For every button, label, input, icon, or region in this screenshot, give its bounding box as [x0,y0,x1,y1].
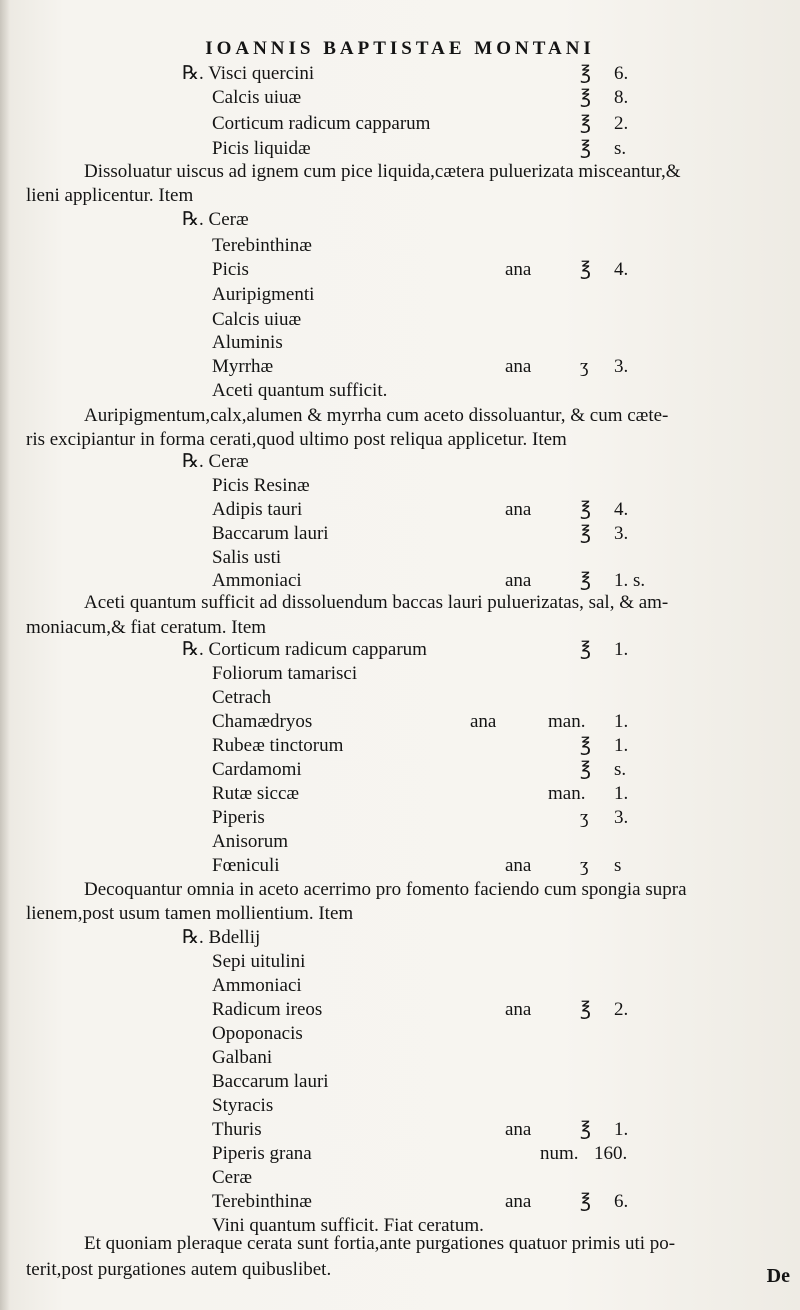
dose-symbol: ℥ [580,639,591,660]
ingredient-line: Calcis uiuæ [212,87,302,108]
paragraph-line: moniacum,& fiat ceratum. Item [26,617,267,638]
ingredient-line: Picis [212,259,249,280]
ana-marker: ana [505,259,532,280]
paragraph-line: Aceti quantum sufficit ad dissoluendum baccas lauri puluerizatas, sal, & am- [84,592,669,613]
dose-amount: 1. [614,639,629,660]
ingredient-line: Terebinthinæ [212,235,312,256]
ingredient-line: Cardamomi [212,759,302,780]
ingredient-line: Ammoniaci [212,975,302,996]
paragraph-line: Auripigmentum,calx,alumen & myrrha cum aceto dissoluantur, & cum cæte- [84,405,669,426]
ana-marker: ana [505,499,532,520]
ingredient-line: Auripigmenti [212,284,315,305]
dose-amount: s [614,855,622,876]
dose-amount: 1. [614,711,629,732]
dose-symbol: ℥ [580,113,591,134]
dose-symbol: ℥ [580,570,591,591]
dose-symbol: ℥ [580,63,591,84]
dose-amount: 1. [614,735,629,756]
ingredient-line: Aceti quantum sufficit. [212,380,388,401]
dose-amount: 3. [614,356,629,377]
ingredient-line: Styracis [212,1095,274,1116]
ingredient-line: Chamædryos [212,711,313,732]
paragraph-line: Decoquantur omnia in aceto acerrimo pro fomento faciendo cum spongia supra [84,879,687,900]
dose-symbol: ℥ [580,523,591,544]
dose-amount: 8. [614,87,629,108]
dose-amount: 6. [614,63,629,84]
ana-marker: ana [505,855,532,876]
ingredient-line: Baccarum lauri [212,523,329,544]
dose-symbol: ℥ [580,735,591,756]
dose-amount: 4. [614,259,629,280]
dose-amount: 3. [614,807,629,828]
dose-amount: 160. [594,1143,628,1164]
ingredient-line: Calcis uiuæ [212,309,302,330]
ana-marker: ana [505,999,532,1020]
ingredient-line: Piperis [212,807,265,828]
dose-amount: 1. [614,1119,629,1140]
recipe-heading: ℞. Ceræ [182,451,249,472]
ingredient-line: Fœniculi [212,855,280,876]
dose-amount: 1. [614,783,629,804]
ingredient-line: Salis usti [212,547,282,568]
ana-marker: ana [470,711,497,732]
dose-symbol: ʒ [580,855,589,876]
ana-marker: ana [505,1119,532,1140]
ingredient-line: Ceræ [212,1167,253,1188]
ingredient-line: Foliorum tamarisci [212,663,358,684]
dose-symbol: ℥ [580,259,591,280]
ingredient-line: Picis Resinæ [212,475,310,496]
dose-symbol: ℥ [580,1119,591,1140]
dose-amount: 1. s. [614,570,646,591]
dose-symbol: ʒ [580,807,589,828]
dose-symbol: ℥ [580,1191,591,1212]
dose-amount: 6. [614,1191,629,1212]
ingredient-line: Opoponacis [212,1023,303,1044]
page-spine-shadow [0,0,10,1310]
ingredient-line: Piperis grana [212,1143,312,1164]
paragraph-line: Dissoluatur uiscus ad ignem cum pice liquida,cætera puluerizata misceantur,& [84,161,681,182]
ingredient-line: Anisorum [212,831,288,852]
ingredient-line: Baccarum lauri [212,1071,329,1092]
dose-symbol: ℥ [580,999,591,1020]
ingredient-line: Corticum radicum capparum [212,113,431,134]
paragraph-line: Et quoniam pleraque cerata sunt fortia,ante purgationes quatuor primis uti po- [84,1233,676,1254]
ingredient-line: Galbani [212,1047,273,1068]
dose-amount: 2. [614,999,629,1020]
ingredient-line: Cetrach [212,687,272,708]
ingredient-line: Radicum ireos [212,999,323,1020]
dose-amount: 2. [614,113,629,134]
unit-label: man. [548,711,586,732]
ingredient-line: Picis liquidæ [212,138,311,159]
dose-amount: s. [614,759,627,780]
recipe-heading: ℞. Corticum radicum capparum [182,639,427,660]
paragraph-line: lieni applicentur. Item [26,185,194,206]
ingredient-line: Vini quantum sufficit. Fiat ceratum. [212,1215,484,1236]
ana-marker: ana [505,356,532,377]
dose-symbol: ℥ [580,759,591,780]
paragraph-line: lienem,post usum tamen mollientium. Item [26,903,354,924]
ana-marker: ana [505,1191,532,1212]
dose-symbol: ℥ [580,138,591,159]
recipe-heading: ℞. Bdellij [182,927,261,948]
ingredient-line: Ammoniaci [212,570,302,591]
ingredient-line: Aluminis [212,332,283,353]
catchword: De [766,1265,790,1287]
dose-symbol: ʒ [580,356,589,377]
ingredient-line: Rutæ siccæ [212,783,300,804]
ingredient-line: Rubeæ tinctorum [212,735,344,756]
ingredient-line: Terebinthinæ [212,1191,312,1212]
dose-symbol: ℥ [580,87,591,108]
ingredient-line: Myrrhæ [212,356,274,377]
dose-amount: 4. [614,499,629,520]
ingredient-line: Adipis tauri [212,499,303,520]
unit-label: num. [540,1143,579,1164]
dose-symbol: ℥ [580,499,591,520]
ingredient-line: Thuris [212,1119,262,1140]
dose-amount: s. [614,138,627,159]
ingredient-line: Sepi uitulini [212,951,306,972]
ana-marker: ana [505,570,532,591]
unit-label: man. [548,783,586,804]
paragraph-line: terit,post purgationes autem quibuslibet. [26,1259,332,1280]
recipe-heading: ℞. Ceræ [182,209,249,230]
paragraph-line: ris excipiantur in forma cerati,quod ultimo post reliqua applicetur. Item [26,429,567,450]
running-head: IOANNIS BAPTISTAE MONTANI [205,38,595,59]
recipe-heading: ℞. Visci quercini [182,63,315,84]
dose-amount: 3. [614,523,629,544]
